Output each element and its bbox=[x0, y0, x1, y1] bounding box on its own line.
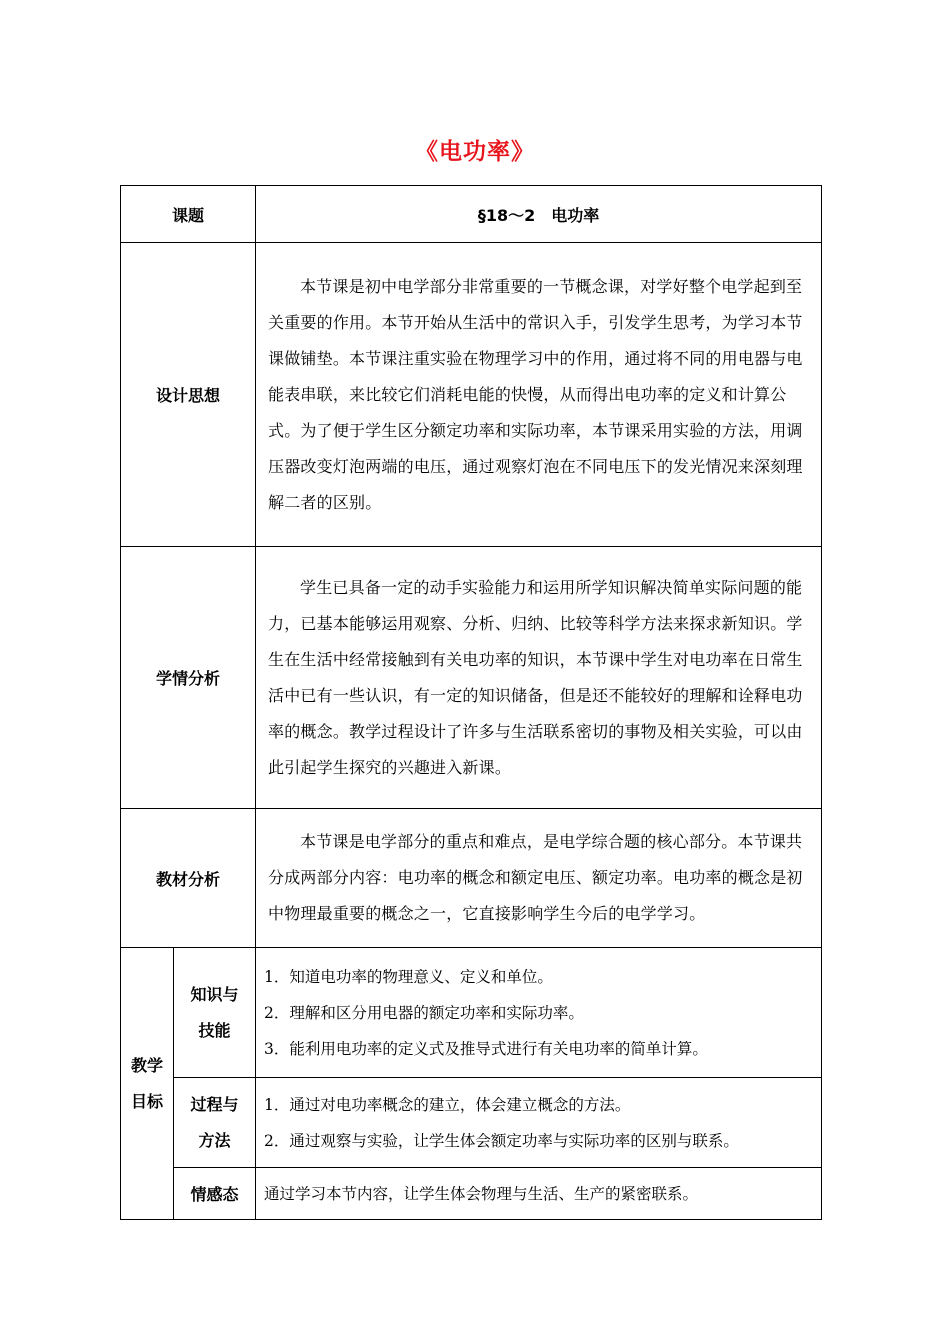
students-text: 学生已具备一定的动手实验能力和运用所学知识解决简单实际问题的能力，已基本能够运用观察、分析、归纳、比较等科学方法来探求新知识。学生在生活中经常接触到有关电功率的知识，本节课中学生对电功率在日常生活中已有一些认识，有一定的知识储备，但是还不能较好的理解和诠释电功率的概念。教学过程设计了许多与生活联系密切的事物及相关实验，可以由此引起学生探究的兴趣进入新课。 bbox=[256, 547, 822, 809]
list-item: 2．理解和区分用电器的额定功率和实际功率。 bbox=[264, 1003, 584, 1022]
emotion-text: 通过学习本节内容，让学生体会物理与生活、生产的紧密联系。 bbox=[256, 1168, 822, 1220]
list-item: 1．知道电功率的物理意义、定义和单位。 bbox=[264, 967, 553, 986]
list-item: 3．能利用电功率的定义式及推导式进行有关电功率的简单计算。 bbox=[264, 1039, 708, 1058]
row-goal-knowledge bbox=[121, 948, 822, 1078]
students-label: 学情分析 bbox=[121, 547, 256, 809]
knowledge-label-line1: 知识与 bbox=[190, 984, 239, 1004]
row-design bbox=[121, 243, 822, 547]
goals-label-line1: 教学 bbox=[130, 1055, 163, 1075]
knowledge-label bbox=[174, 948, 256, 1078]
list-item: 2．通过观察与实验，让学生体会额定功率与实际功率的区别与联系。 bbox=[264, 1131, 739, 1150]
design-text: 本节课是初中电学部分非常重要的一节概念课，对学好整个电学起到至关重要的作用。本节开始从生活中的常识入手，引发学生思考，为学习本节课做铺垫。本节课注重实验在物理学习中的作用，通过将不同的用电器与电能表串联，来比较它们消耗电能的快慢，从而得出电功率的定义和计算公式。为了便于学生区分额定功率和实际功率，本节课采用实验的方法，用调压器改变灯泡两端的电压，通过观察灯泡在不同电压下的发光情况来深刻理解二者的区别。 bbox=[256, 243, 822, 547]
row-goal-emotion bbox=[121, 1168, 822, 1220]
topic-value: §18～2 电功率 bbox=[256, 186, 822, 243]
topic-label: 课题 bbox=[121, 186, 256, 243]
row-material bbox=[121, 809, 822, 948]
knowledge-items bbox=[256, 948, 822, 1078]
row-goal-process bbox=[121, 1078, 822, 1168]
row-topic bbox=[121, 186, 822, 243]
goals-label-line2: 目标 bbox=[130, 1091, 163, 1111]
material-label: 教材分析 bbox=[121, 809, 256, 948]
list-item: 1．通过对电功率概念的建立，体会建立概念的方法。 bbox=[264, 1095, 631, 1114]
process-label-line2: 方法 bbox=[198, 1130, 231, 1150]
process-items bbox=[256, 1078, 822, 1168]
goals-label bbox=[121, 948, 174, 1220]
material-text: 本节课是电学部分的重点和难点，是电学综合题的核心部分。本节课共分成两部分内容：电功率的概念和额定电压、额定功率。电功率的概念是初中物理最重要的概念之一，它直接影响学生今后的电学学习。 bbox=[256, 809, 822, 948]
process-label bbox=[174, 1078, 256, 1168]
lesson-plan-table bbox=[120, 185, 822, 1220]
emotion-label: 情感态 bbox=[174, 1168, 256, 1220]
knowledge-label-line2: 技能 bbox=[198, 1020, 231, 1040]
document-title: 《电功率》 bbox=[415, 139, 535, 165]
row-students bbox=[121, 547, 822, 809]
design-label: 设计思想 bbox=[121, 243, 256, 547]
process-label-line1: 过程与 bbox=[190, 1094, 239, 1114]
